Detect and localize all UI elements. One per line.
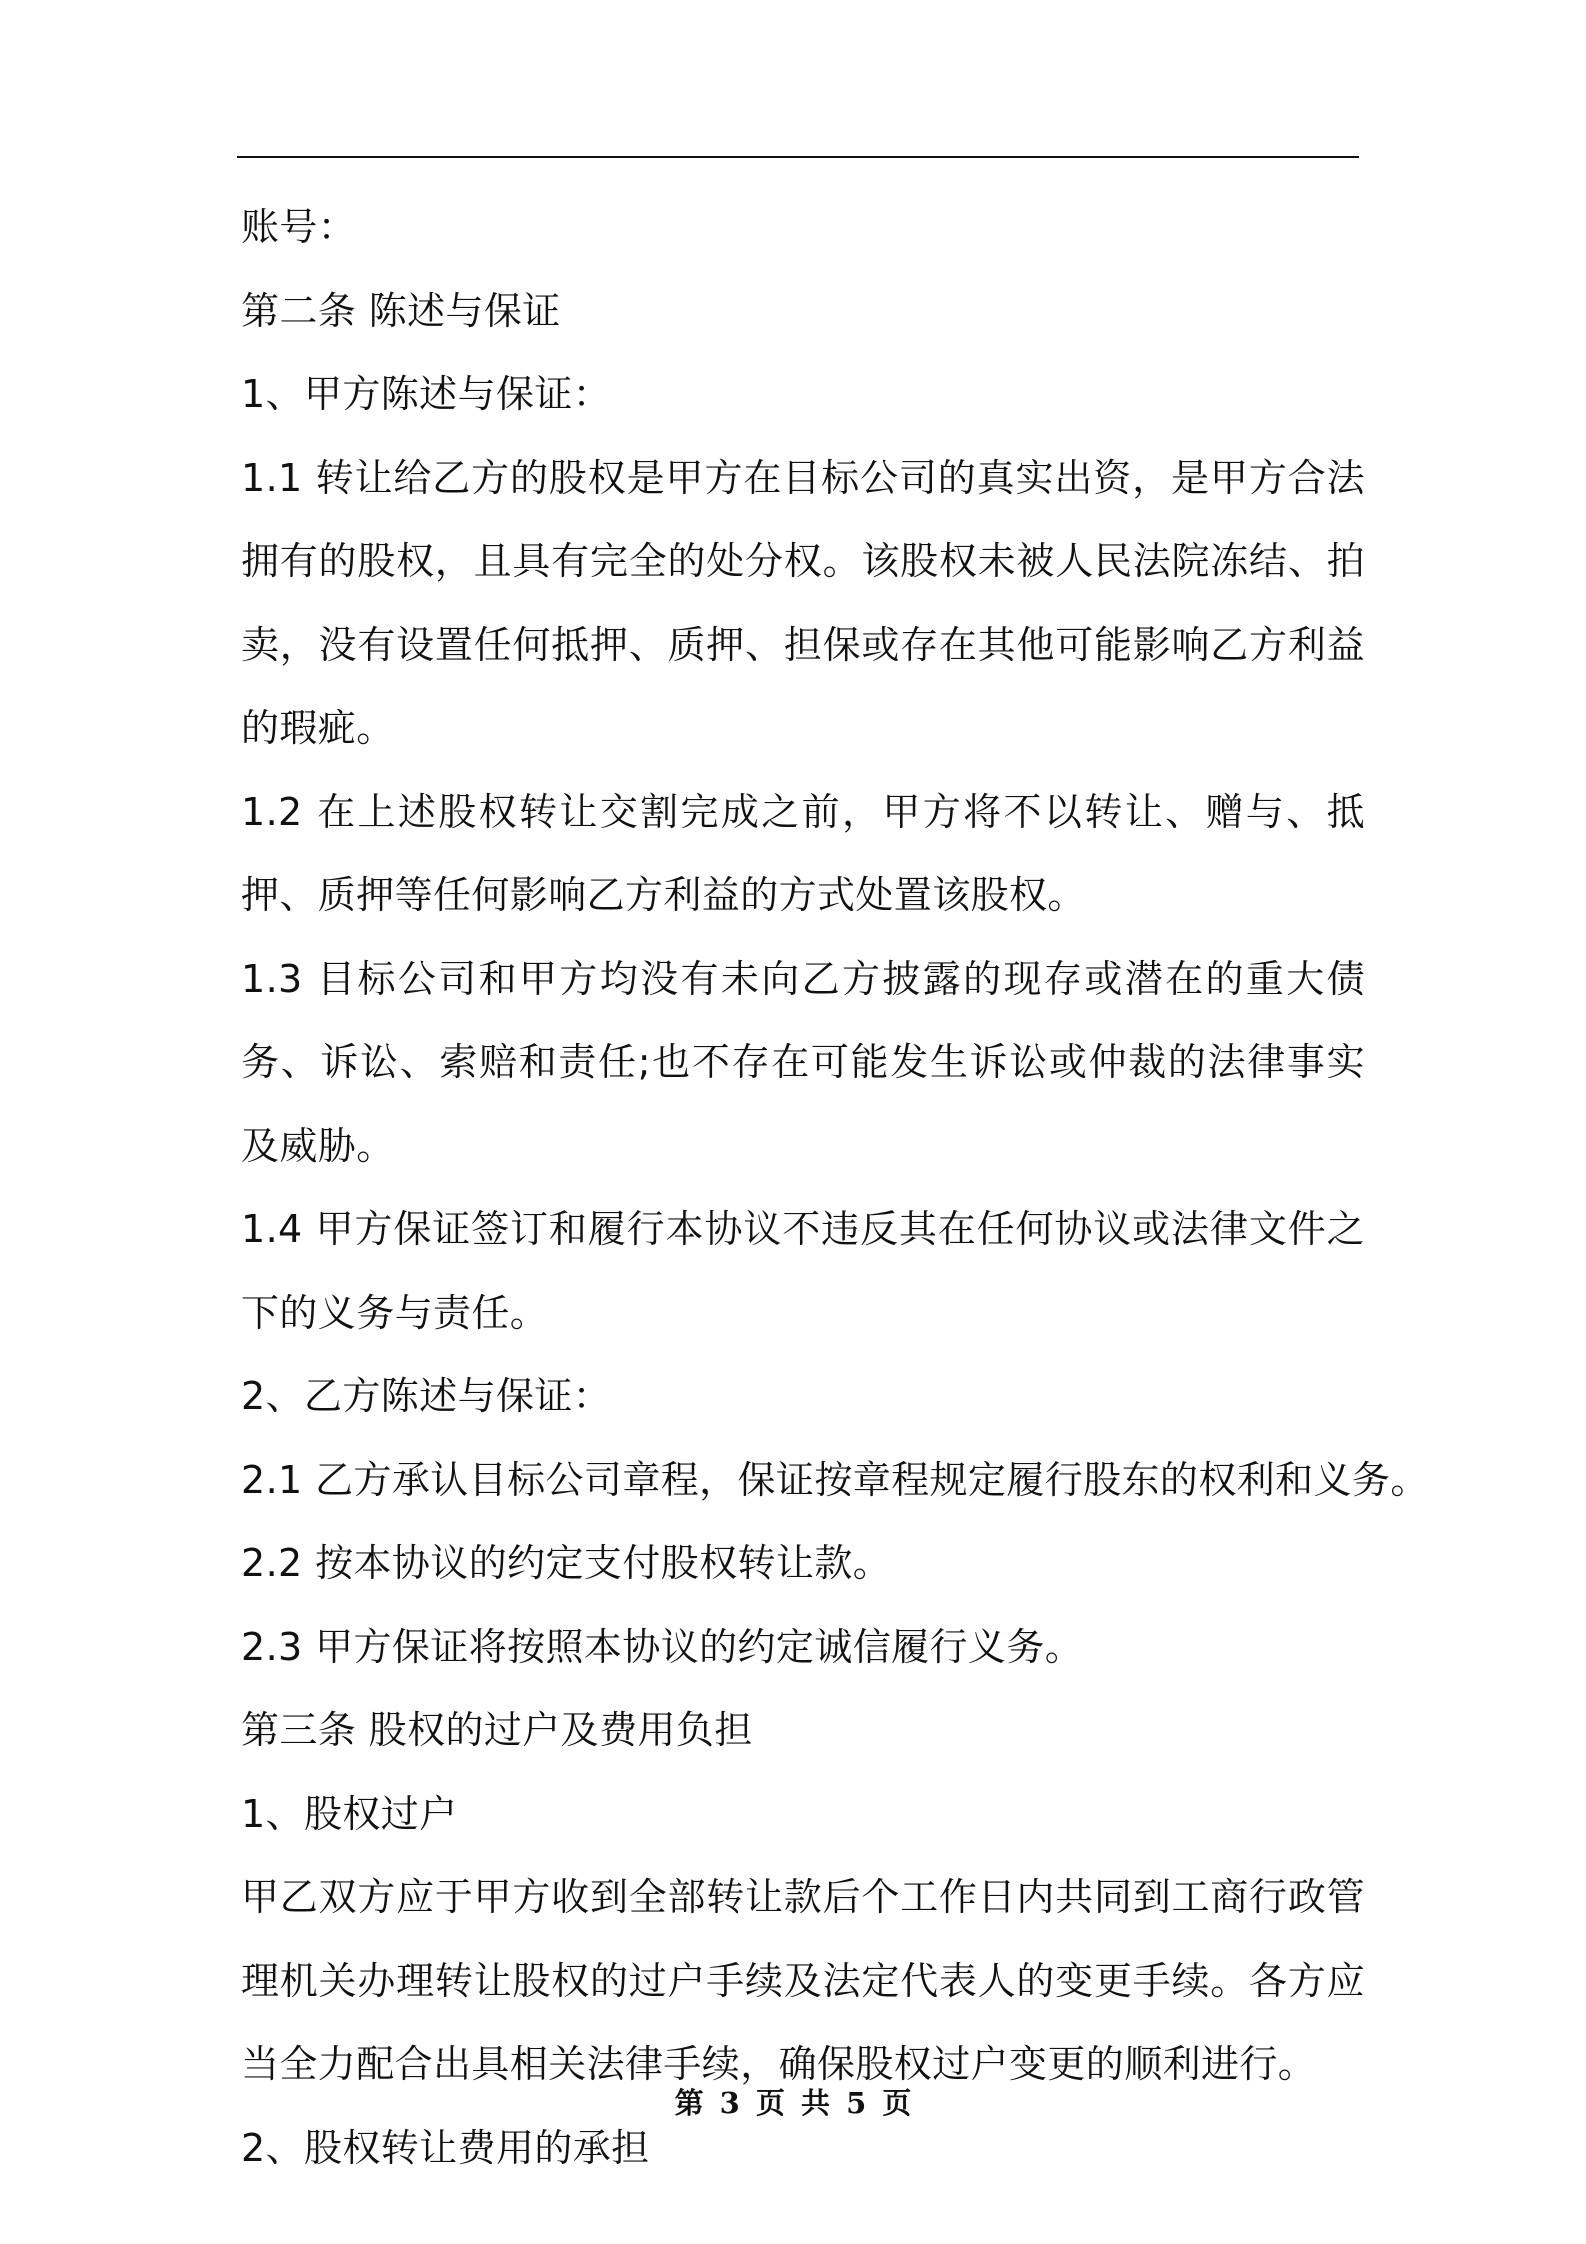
header-divider bbox=[237, 156, 1359, 158]
subheading-party-a-warranties: 1、甲方陈述与保证： bbox=[241, 372, 612, 416]
clause-2-1: 2.1 乙方承认目标公司章程，保证按章程规定履行股东的权利和义务。 bbox=[241, 1457, 1429, 1502]
page-number-footer: 第 3 页 共 5 页 bbox=[674, 2086, 912, 2120]
clause-1-3: 1.3 目标公司和甲方均没有未向乙方披露的现存或潜在的重大债务、诉讼、索赔和责任;也不存在可能发生诉讼或仲裁的法律事实及威胁。 bbox=[241, 956, 1365, 1168]
heading-article-3: 第三条 股权的过户及费用负担 bbox=[241, 1708, 753, 1752]
clause-2-2: 2.2 按本协议的约定支付股权转让款。 bbox=[241, 1541, 892, 1585]
clause-1-4: 1.4 甲方保证签订和履行本协议不违反其在任何协议或法律文件之下的义务与责任。 bbox=[241, 1207, 1365, 1335]
subheading-party-b-warranties: 2、乙方陈述与保证： bbox=[241, 1374, 612, 1418]
document-body bbox=[241, 186, 1429, 2190]
clause-2-3: 2.3 甲方保证将按照本协议的约定诚信履行义务。 bbox=[241, 1624, 1084, 1669]
paragraph-account: 账号： bbox=[241, 205, 357, 249]
subheading-transfer-fees: 2、股权转让费用的承担 bbox=[241, 2125, 650, 2170]
subheading-equity-transfer: 1、股权过户 bbox=[241, 1791, 458, 1836]
clause-1-2: 1.2 在上述股权转让交割完成之前，甲方将不以转让、赠与、抵押、质押等任何影响乙方利益的方式处置该股权。 bbox=[241, 789, 1365, 917]
clause-1-1: 1.1 转让给乙方的股权是甲方在目标公司的真实出资，是甲方合法拥有的股权，且具有完全的处分权。该股权未被人民法院冻结、拍卖，没有设置任何抵押、质押、担保或存在其他可能影响乙方利益的瑕疵。 bbox=[241, 455, 1365, 750]
paragraph-transfer-procedure: 甲乙双方应于甲方收到全部转让款后个工作日内共同到工商行政管理机关办理转让股权的过户手续及法定代表人的变更手续。各方应当全力配合出具相关法律手续，确保股权过户变更的顺利进行。 bbox=[241, 1875, 1365, 2086]
heading-article-2: 第二条 陈述与保证 bbox=[241, 288, 561, 333]
